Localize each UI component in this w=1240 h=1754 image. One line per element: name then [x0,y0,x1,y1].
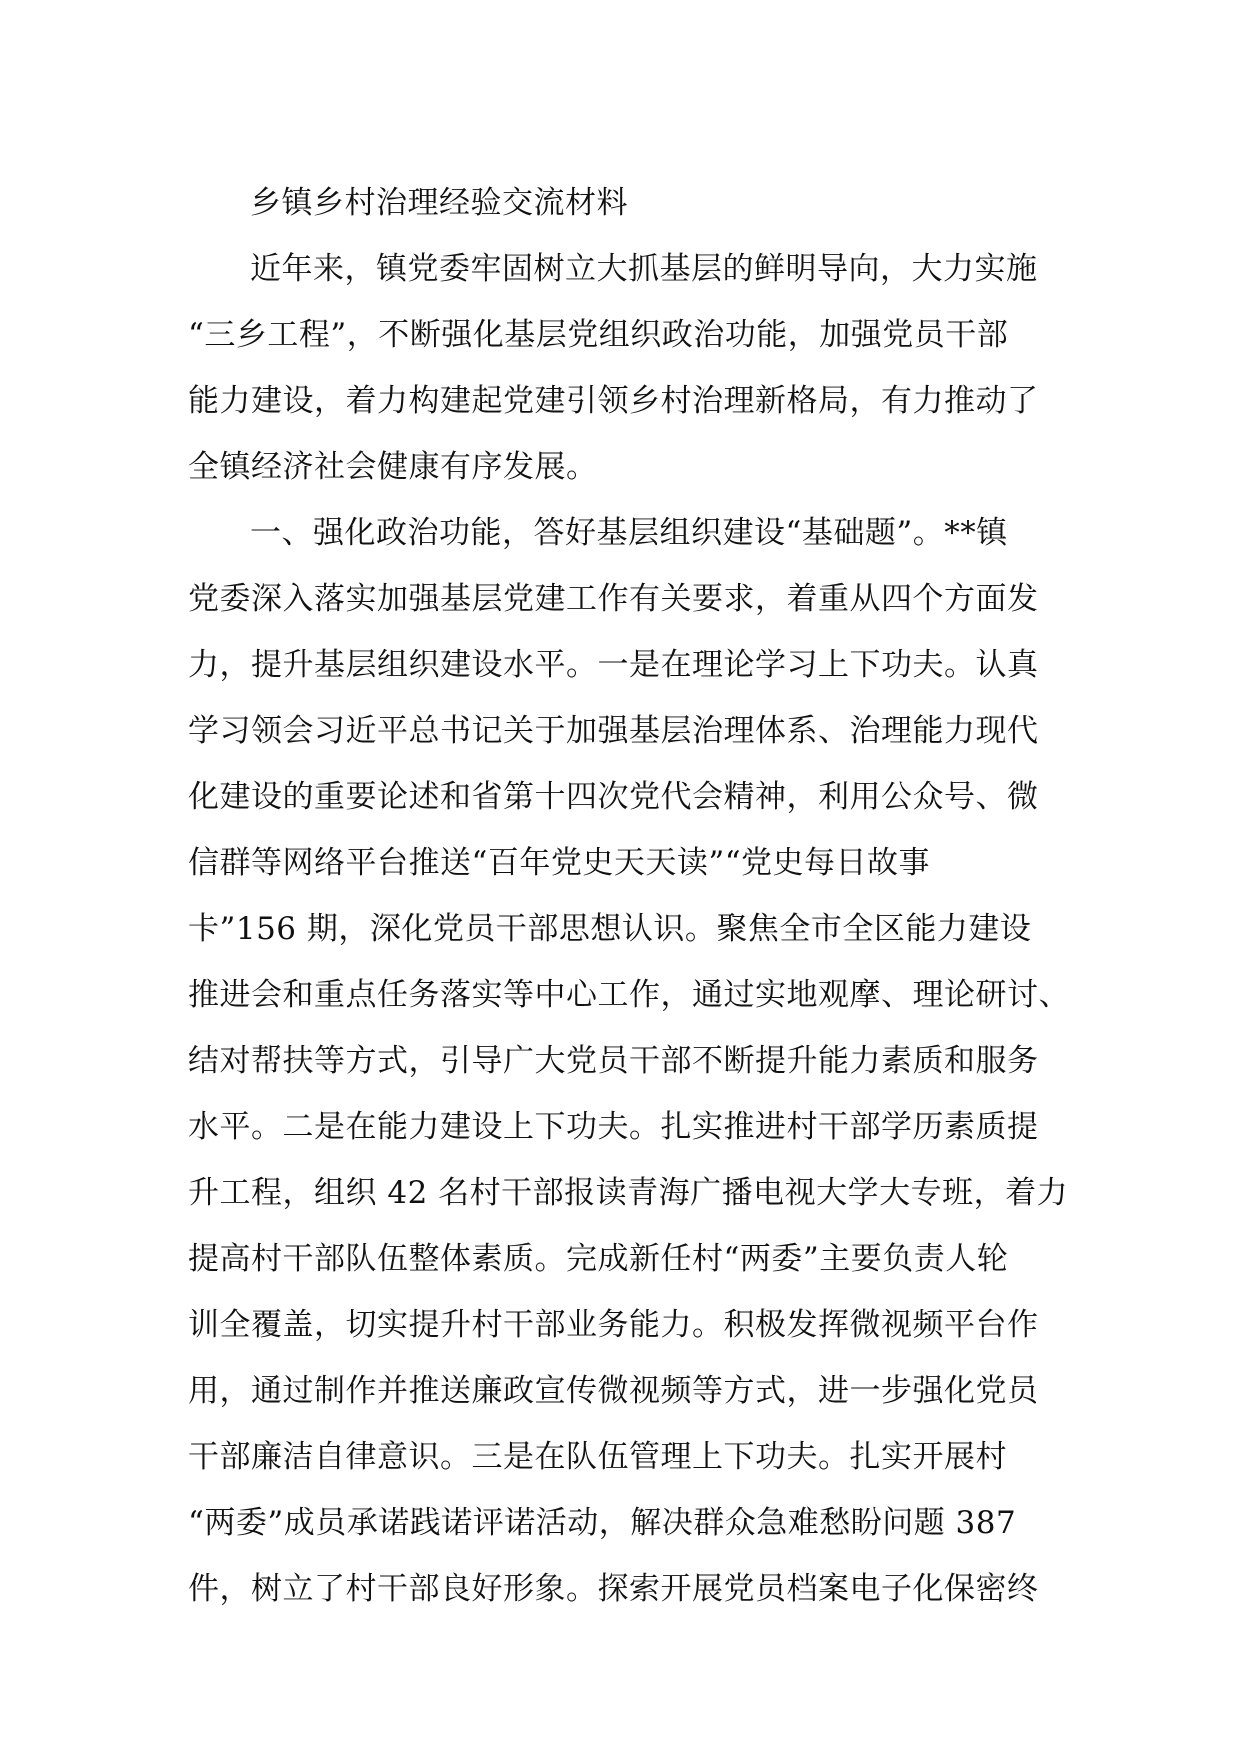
paragraph-line: 卡”156 期，深化党员干部思想认识。聚焦全市全区能力建设 [188,911,1032,947]
section-one-paragraph [188,500,1070,1622]
paragraph-line: 信群等网络平台推送“百年党史天天读”“党史每日故事 [188,845,931,881]
document-body [188,170,1070,1622]
paragraph-line: 全镇经济社会健康有序发展。 [188,449,598,485]
paragraph-line: 结对帮扶等方式，引导广大党员干部不断提升能力素质和服务 [188,1043,1039,1079]
intro-paragraph [188,236,1056,500]
paragraph-line: “三乡工程”，不断强化基层党组织政治功能，加强党员干部 [188,317,1009,353]
section-heading-line: 一、强化政治功能，答好基层组织建设“基础题”。**镇 [250,515,1008,551]
paragraph-line: 件，树立了村干部良好形象。探索开展党员档案电子化保密终 [188,1571,1039,1607]
paragraph-line: 训全覆盖，切实提升村干部业务能力。积极发挥微视频平台作 [188,1307,1039,1343]
paragraph-line: 提高村干部队伍整体素质。完成新任村“两委”主要负责人轮 [188,1241,1009,1277]
paragraph-line: “两委”成员承诺践诺评诺活动，解决群众急难愁盼问题 387 [188,1505,1017,1541]
paragraph-line: 学习领会习近平总书记关于加强基层治理体系、治理能力现代 [188,713,1039,749]
paragraph-line: 升工程，组织 42 名村干部报读青海广播电视大学大专班，着力 [188,1175,1069,1211]
document-title: 乡镇乡村治理经验交流材料 [250,185,628,221]
paragraph-line: 力，提升基层组织建设水平。一是在理论学习上下功夫。认真 [188,647,1039,683]
paragraph-line: 干部廉洁自律意识。三是在队伍管理上下功夫。扎实开展村 [188,1439,1007,1475]
paragraph-line: 近年来，镇党委牢固树立大抓基层的鲜明导向，大力实施 [250,251,1038,287]
paragraph-line: 化建设的重要论述和省第十四次党代会精神，利用公众号、微 [188,779,1039,815]
paragraph-line: 水平。二是在能力建设上下功夫。扎实推进村干部学历素质提 [188,1109,1039,1145]
paragraph-line: 能力建设，着力构建起党建引领乡村治理新格局，有力推动了 [188,383,1039,419]
paragraph-line: 用，通过制作并推送廉政宣传微视频等方式，进一步强化党员 [188,1373,1039,1409]
paragraph-line: 推进会和重点任务落实等中心工作，通过实地观摩、理论研讨、 [188,977,1070,1013]
paragraph-line: 党委深入落实加强基层党建工作有关要求，着重从四个方面发 [188,581,1039,617]
